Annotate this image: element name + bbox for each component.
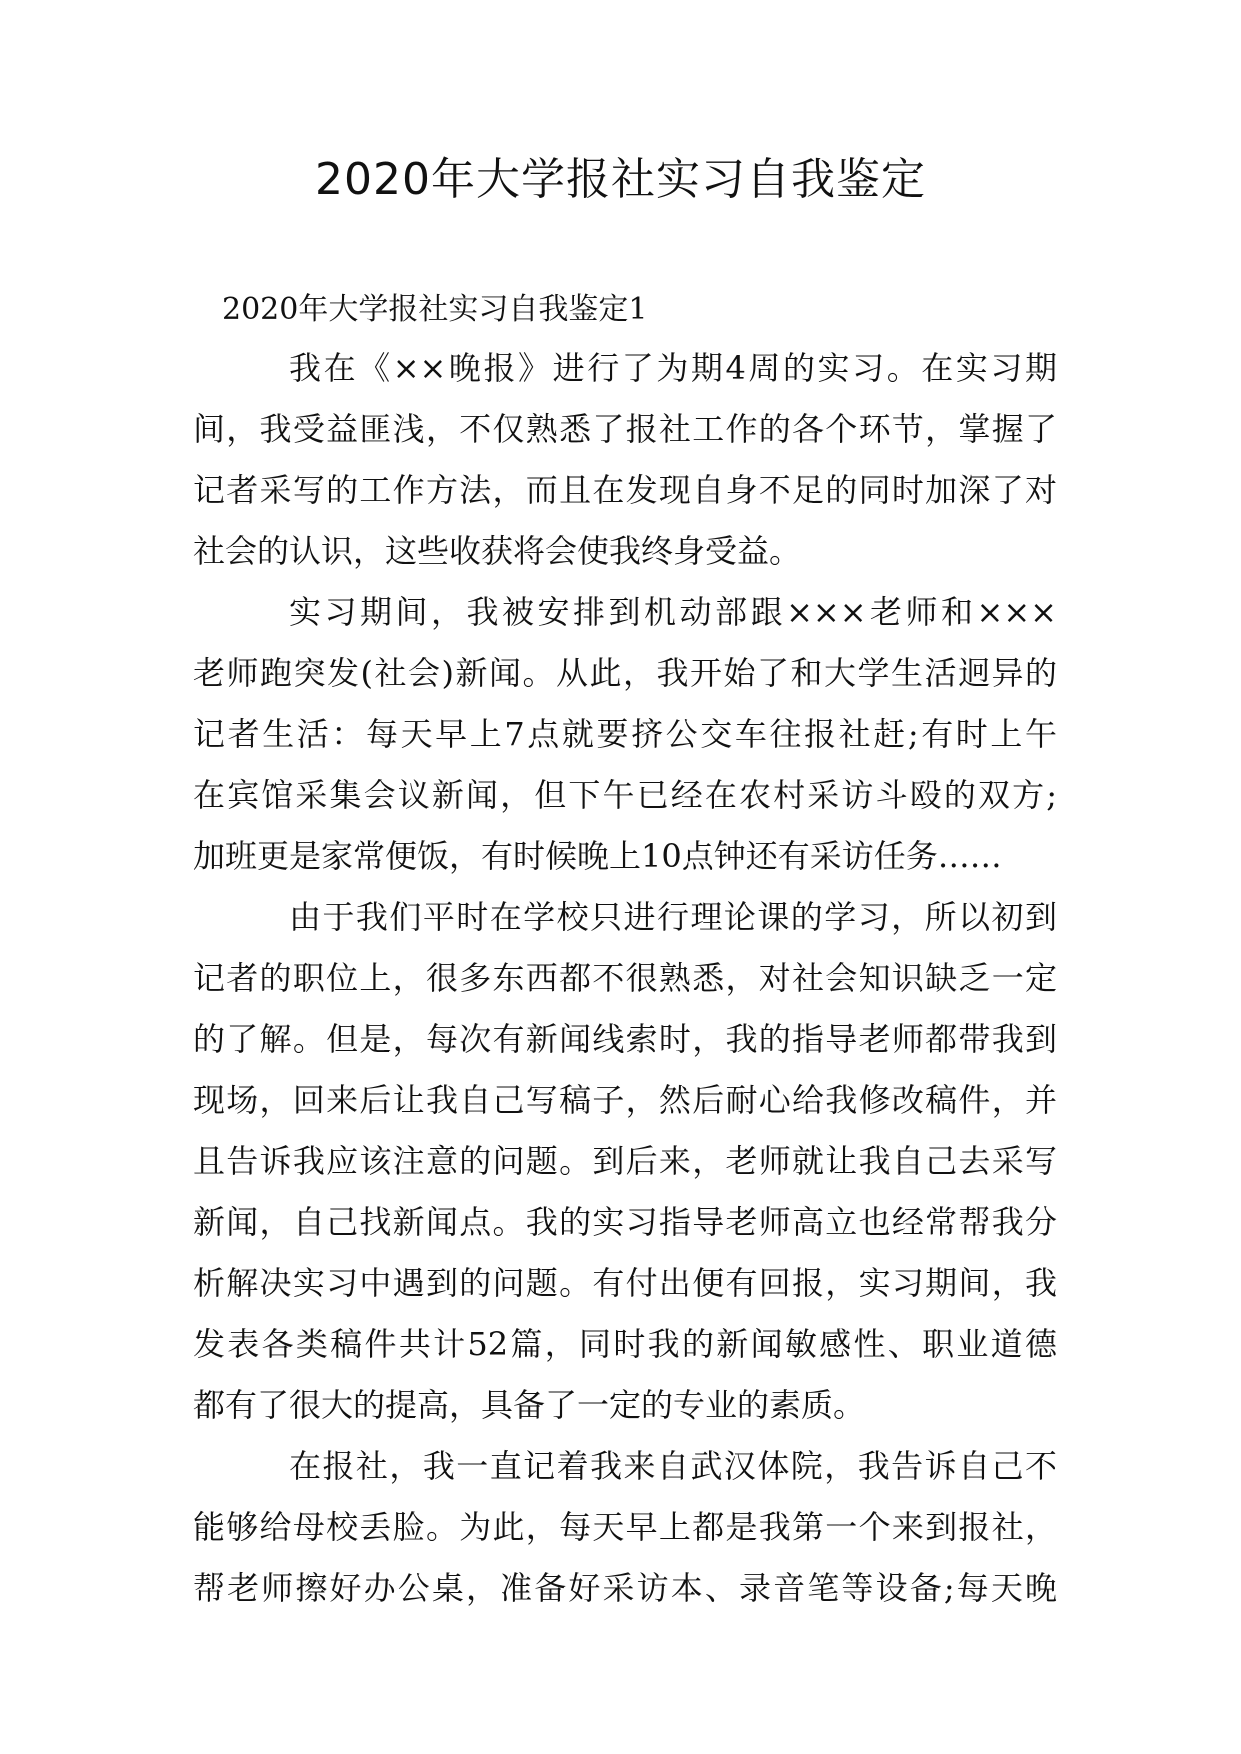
paragraph-line: 能够给母校丢脸。为此，每天早上都是我第一个来到报社， [193, 1508, 1057, 1546]
paragraph-line: 老师跑突发(社会)新闻。从此，我开始了和大学生活迥异的 [193, 654, 1057, 692]
document-title: 2020年大学报社实习自我鉴定 [315, 154, 926, 205]
paragraph-line: 都有了很大的提高，具备了一定的专业的素质。 [193, 1386, 866, 1424]
paragraph-line: 在报社，我一直记着我来自武汉体院，我告诉自己不 [289, 1447, 1057, 1485]
paragraph-line: 且告诉我应该注意的问题。到后来，老师就让我自己去采写 [193, 1142, 1057, 1180]
paragraph-line: 的了解。但是，每次有新闻线索时，我的指导老师都带我到 [193, 1020, 1057, 1058]
paragraph-line: 现场，回来后让我自己写稿子，然后耐心给我修改稿件，并 [193, 1081, 1057, 1119]
paragraph-line: 记者采写的工作方法，而且在发现自身不足的同时加深了对 [193, 471, 1057, 509]
section-heading: 2020年大学报社实习自我鉴定1 [222, 292, 648, 327]
paragraph-line: 析解决实习中遇到的问题。有付出便有回报，实习期间，我 [193, 1264, 1057, 1302]
paragraph-3 [193, 887, 1057, 1436]
paragraph-line: 由于我们平时在学校只进行理论课的学习，所以初到 [289, 898, 1057, 936]
paragraph-line: 实习期间，我被安排到机动部跟×××老师和××× [289, 593, 1057, 631]
paragraph-2 [193, 582, 1057, 887]
paragraph-line: 记者生活：每天早上7点就要挤公交车往报社赶;有时上午 [193, 715, 1057, 753]
paragraph-line: 社会的认识，这些收获将会使我终身受益。 [193, 532, 802, 570]
paragraph-line: 加班更是家常便饭，有时候晚上10点钟还有采访任务…… [193, 837, 1002, 875]
paragraph-line: 在宾馆采集会议新闻，但下午已经在农村采访斗殴的双方; [193, 776, 1057, 814]
paragraph-line: 发表各类稿件共计52篇，同时我的新闻敏感性、职业道德 [193, 1325, 1057, 1363]
paragraph-1 [193, 338, 1057, 582]
document-body [193, 338, 1057, 1619]
paragraph-line: 记者的职位上，很多东西都不很熟悉，对社会知识缺乏一定 [193, 959, 1057, 997]
paragraph-line: 帮老师擦好办公桌，准备好采访本、录音笔等设备;每天晚 [193, 1569, 1057, 1607]
paragraph-line: 新闻，自己找新闻点。我的实习指导老师高立也经常帮我分 [193, 1203, 1057, 1241]
paragraph-line: 间，我受益匪浅，不仅熟悉了报社工作的各个环节，掌握了 [193, 410, 1057, 448]
paragraph-line: 我在《××晚报》进行了为期4周的实习。在实习期 [289, 349, 1057, 387]
paragraph-4 [193, 1436, 1057, 1619]
